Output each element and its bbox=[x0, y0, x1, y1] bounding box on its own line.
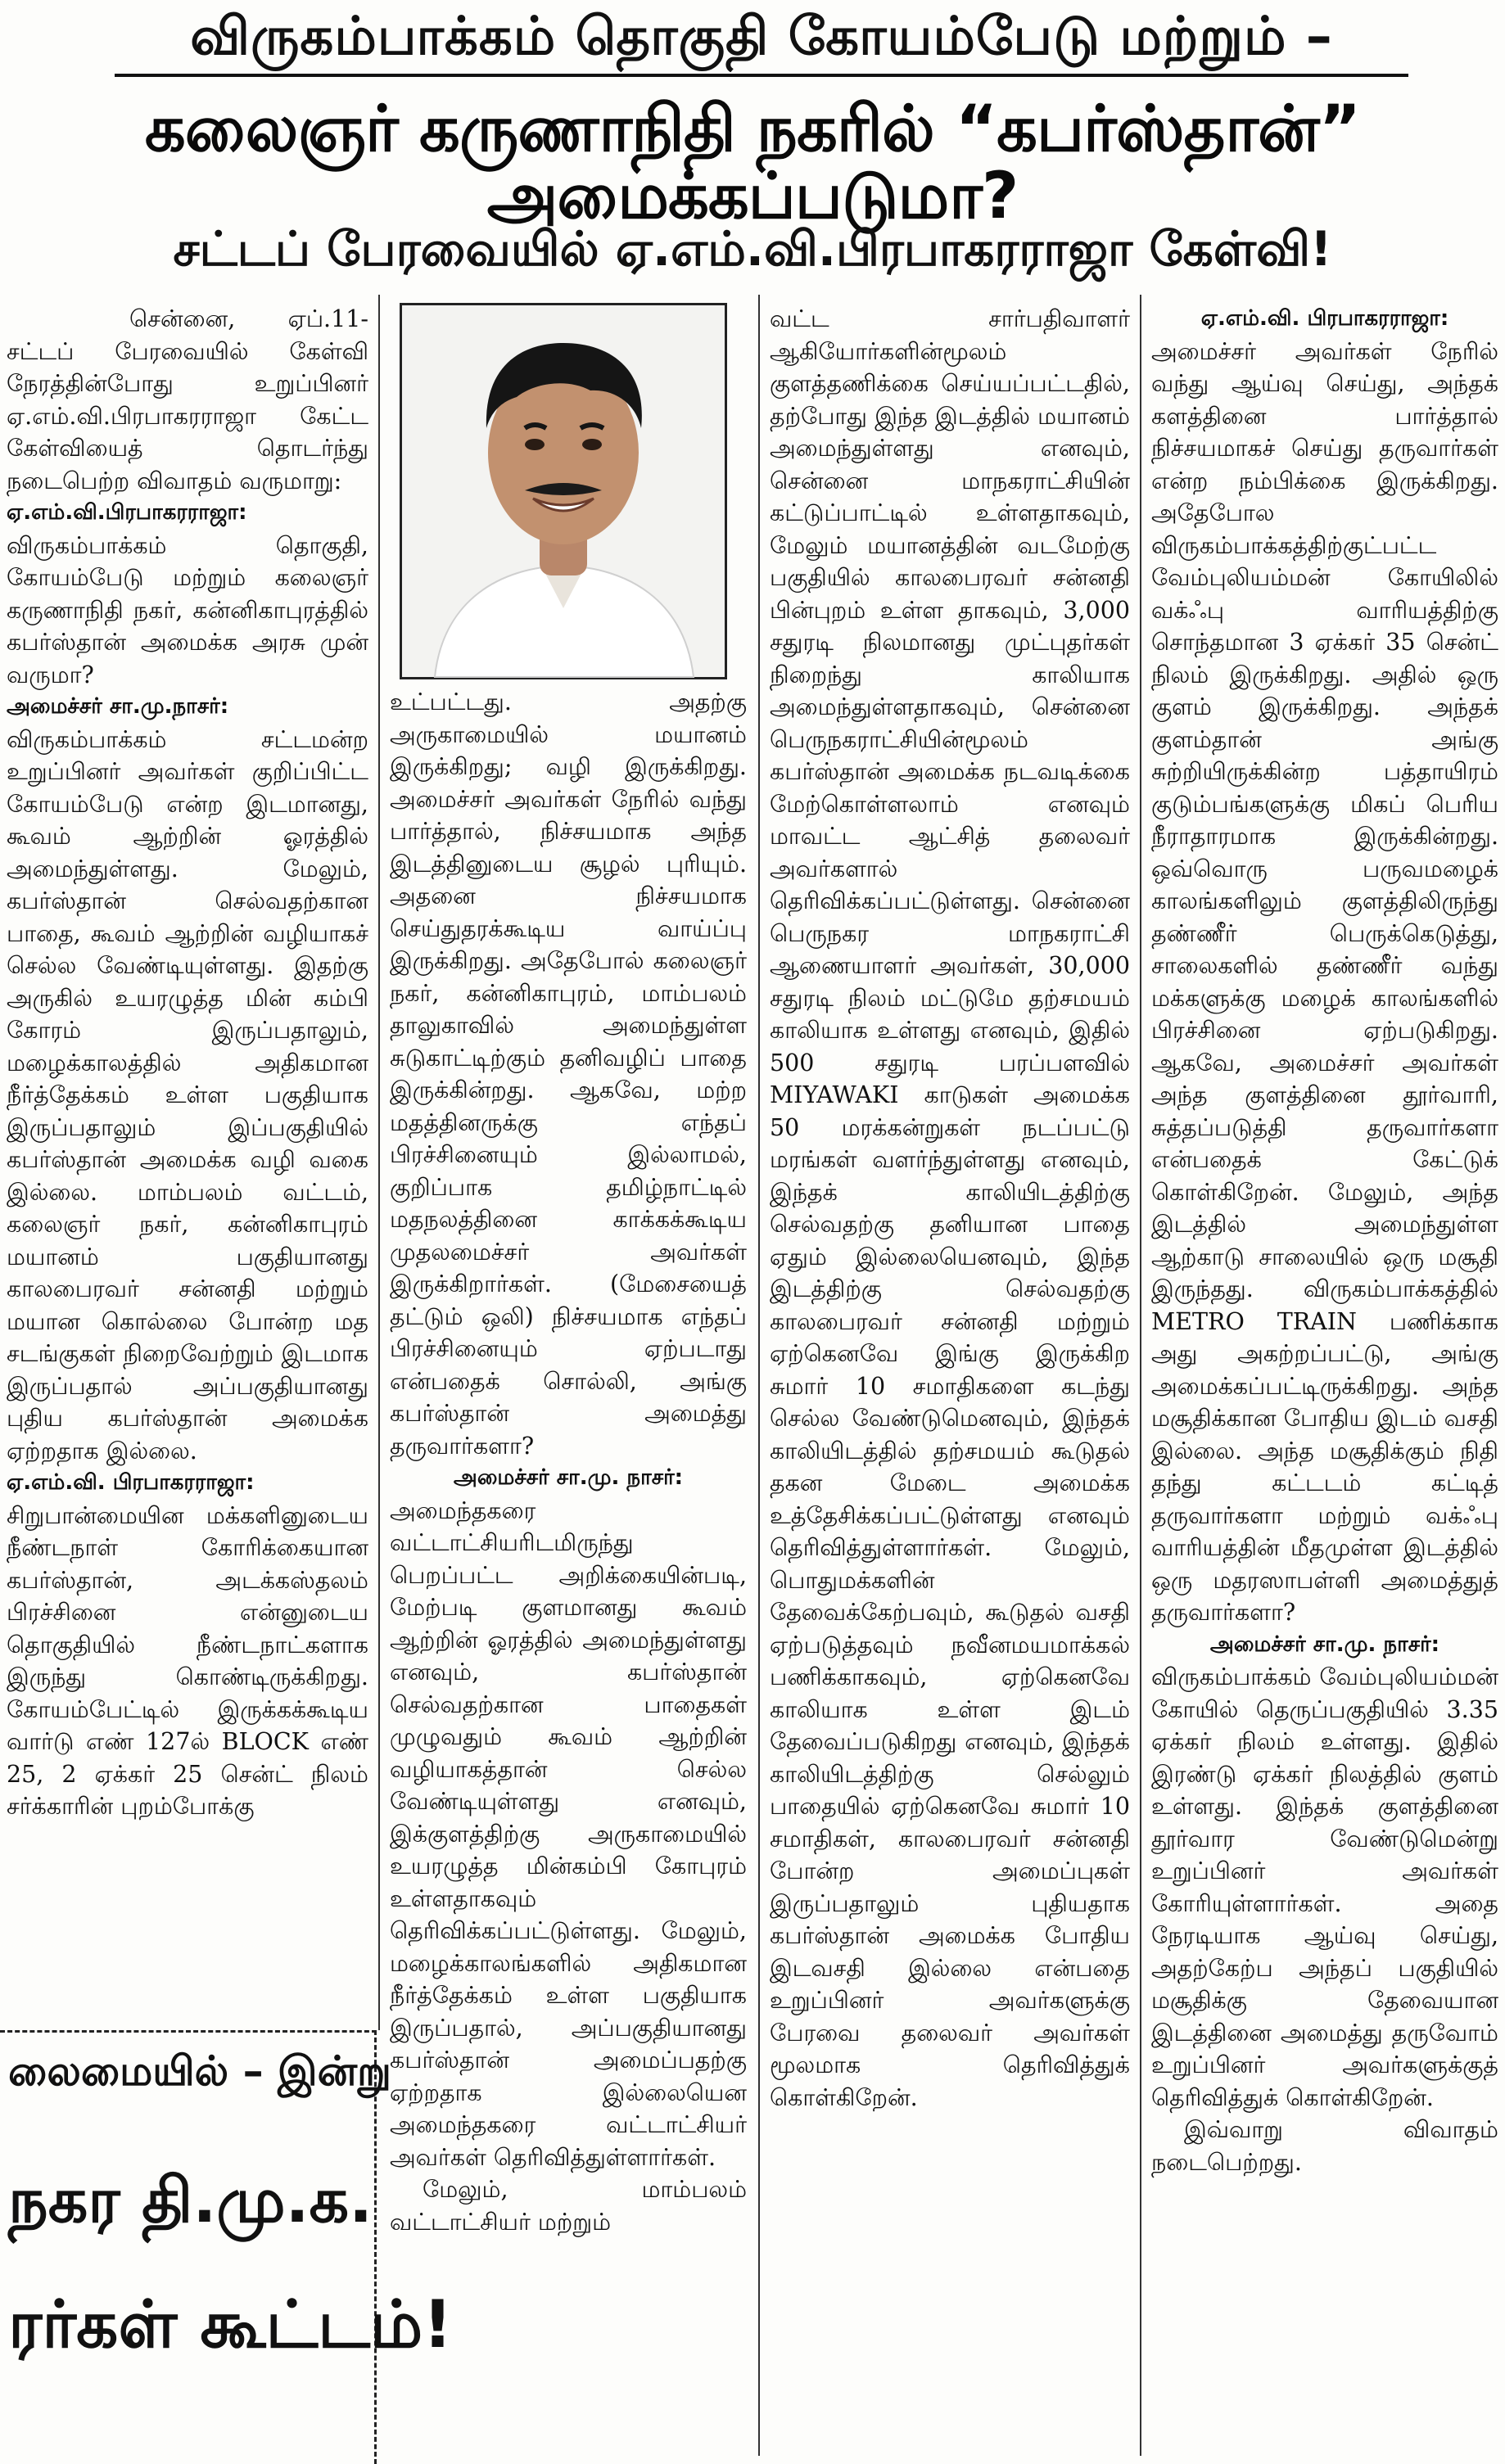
subheadline: சட்டப் பேரவையில் ஏ.எம்.வி.பிரபாகரராஜா கேள்வி! bbox=[173, 221, 1332, 277]
speaker-label: அமைச்சர் சா.மு.நாசர்: bbox=[7, 694, 229, 719]
article-column-3 bbox=[770, 303, 1130, 2114]
speaker-label: ஏ.எம்.வி.பிரபாகரராஜா: bbox=[7, 500, 247, 525]
paragraph: விருகம்பாக்கம் சட்டமன்ற உறுப்பினர் அவர்கள் குறிப்பிட்ட கோயம்பேடு என்ற இடமானது, கூவம் ஆற்றின் ஓரத்தில் அமைந்துள்ளது. மேலும், கபர்ஸ்தான் செல்வதற்கான பாதை, கூவம் ஆற்றின் வழியாகச் செல்ல வேண்டியுள்ளது. இதற்கு அருகில் உயரழுத்த மின் கம்பி கோரம் இருப்பதாலும், மழைக்காலத்தில் அதிகமான நீர்த்தேக்கம் உள்ள பகுதியாக இருப்பதாலும் இப்பகுதியில் கபர்ஸ்தான் அமைக்க வழி வகை இல்லை. மாம்பலம் வட்டம், கலைஞர் நகர், கன்னிகாபுரம் மயானம் பகுதியானது காலபைரவர் சன்னதி மற்றும் மயான கொல்லை போன்ற மத சடங்குகள் நிறைவேற்றும் இடமாக இருப்பதால் அப்பகுதியானது புதிய கபர்ஸ்தான் அமைக்க ஏற்றதாக இல்லை. bbox=[7, 725, 368, 1464]
ad-line-2: நகர தி.மு.க. bbox=[8, 2164, 373, 2236]
article-column-2 bbox=[390, 686, 747, 2238]
speaker-label: ஏ.எம்.வி. பிரபாகரராஜா: bbox=[1200, 306, 1449, 331]
column-divider bbox=[378, 295, 380, 2030]
dateline-paragraph: சென்னை, ஏப்.11- சட்டப் பேரவையில் கேள்வி நேரத்தின்போது உறுப்பினர் ஏ.எம்.வி.பிரபாகரராஜா கேட்ட கேள்வியைத் தொடர்ந்து நடைபெற்ற விவாதம் வருமாறு: bbox=[7, 305, 368, 494]
person-portrait-icon bbox=[402, 305, 725, 677]
article-column-1 bbox=[7, 303, 368, 1823]
ad-line-1: லைமையில் – இன்று bbox=[8, 2047, 391, 2095]
paragraph: வட்ட சார்பதிவாளர் ஆகியோர்களின்மூலம் குளத்தணிக்கை செய்யப்பட்டதில், தற்போது இந்த இடத்தில் மயானம் அமைந்துள்ளது எனவும், சென்னை மாநகராட்சியின் கட்டுப்பாட்டில் உள்ளதாகவும், மேலும் மயானத்தின் வடமேற்கு பகுதியில் காலபைரவர் சன்னதி பின்புறம் உள்ள தாகவும், 3,000 சதுரடி நிலமானது முட்புதர்கள் நிறைந்து காலியாக அமைந்துள்ளதாகவும், சென்னை பெருநகராட்சியின்மூலம் கபர்ஸ்தான் அமைக்க நடவடிக்கை மேற்கொள்ளலாம் எனவும் மாவட்ட ஆட்சித் தலைவர் அவர்களால் தெரிவிக்கப்பட்டுள்ளது. சென்னை பெருநகர மாநகராட்சி ஆணையாளர் அவர்கள், 30,000 சதுரடி நிலம் மட்டுமே தற்சமயம் காலியாக உள்ளது எனவும், இதில் 500 சதுரடி பரப்பளவில் MIYAWAKI காடுகள் அமைக்க 50 மரக்கன்றுகள் நடப்பட்டு மரங்கள் வளர்ந்துள்ளது எனவும், இந்தக் காலியிடத்திற்கு செல்வதற்கு தனியான பாதை ஏதும் இல்லையெனவும், இந்த இடத்திற்கு செல்வதற்கு காலபைரவர் சன்னதி மற்றும் ஏற்கெனவே இங்கு இருக்கிற சுமார் 10 சமாதிகளை கடந்து செல்ல வேண்டுமெனவும், இந்தக் காலியிடத்தில் தற்சமயம் கூடுதல் தகன மேடை அமைக்க உத்தேசிக்கப்பட்டுள்ளது எனவும் தெரிவித்துள்ளார்கள். மேலும், பொதுமக்களின் தேவைக்கேற்பவும், கூடுதல் வசதி ஏற்படுத்தவும் நவீனமயமாக்கல் பணிக்காகவும், ஏற்கெனவே காலியாக உள்ள இடம் தேவைப்படுகிறது எனவும், இந்தக் காலியிடத்திற்கு செல்லும் பாதையில் ஏற்கெனவே சுமார் 10 சமாதிகள், காலபைரவர் சன்னதி போன்ற அமைப்புகள் இருப்பதாலும் புதியதாக கபர்ஸ்தான் அமைக்க போதிய இடவசதி இல்லை என்பதை உறுப்பினர் அவர்களுக்கு பேரவை தலைவர் அவர்கள் மூலமாக தெரிவித்துக் கொள்கிறேன். bbox=[770, 305, 1130, 2111]
paragraph: அமைந்தகரை வட்டாட்சியரிடமிருந்து பெறப்பட்ட அறிக்கையின்படி, மேற்படி குளமானது கூவம் ஆற்றின் ஓரத்தில் அமைந்துள்ளது எனவும், கபர்ஸ்தான் செல்வதற்கான பாதைகள் முழுவதும் கூவம் ஆற்றின் வழியாகத்தான் செல்ல வேண்டியுள்ளது எனவும், இக்குளத்திற்கு அருகாமையில் உயரழுத்த மின்கம்பி கோபுரம் உள்ளதாகவும் தெரிவிக்கப்பட்டுள்ளது. மேலும், மழைக்காலங்களில் அதிகமான நீர்த்தேக்கம் உள்ள பகுதியாக இருப்பதால், அப்பகுதியானது கபர்ஸ்தான் அமைப்பதற்கு ஏற்றதாக இல்லையென அமைந்தகரை வட்டாட்சியர் அவர்கள் தெரிவித்துள்ளார்கள். bbox=[390, 1496, 747, 2171]
paragraph: விருகம்பாக்கம் வேம்புலியம்மன் கோயில் தெருப்பகுதியில் 3.35 ஏக்கர் நிலம் உள்ளது. இதில் இரண்டு ஏக்கர் நிலத்தில் குளம் உள்ளது. இந்தக் குளத்தினை தூர்வார வேண்டுமென்று உறுப்பினர் அவர்கள் கோரியுள்ளார்கள். அதை நேரடியாக ஆய்வு செய்து, அதற்கேற்ப அந்தப் பகுதியில் மசூதிக்கு தேவையான இடத்தினை அமைத்து தருவோம் உறுப்பினர் அவர்களுக்குத் தெரிவித்துக் கொள்கிறேன். bbox=[1151, 1663, 1498, 2111]
ad-line-3: ரர்கள் கூட்டம்! bbox=[8, 2286, 453, 2362]
paragraph: அமைச்சர் அவர்கள் நேரில் வந்து ஆய்வு செய்து, அந்தக் களத்தினை பார்த்தால் நிச்சயமாகச் செய்து தருவார்கள் என்ற நம்பிக்கை இருக்கிறது. அதேபோல விருகம்பாக்கத்திற்குட்பட்ட வேம்புலியம்மன் கோயிலில் வக்ஃபு வாரியத்திற்கு சொந்தமான 3 ஏக்கர் 35 சென்ட் நிலம் இருக்கிறது. அதில் ஒரு குளம் இருக்கிறது. அந்தக் குளம்தான் அங்கு சுற்றியிருக்கின்ற பத்தாயிரம் குடும்பங்களுக்கு மிகப் பெரிய நீராதாரமாக இருக்கின்றது. ஒவ்வொரு பருவமழைக் காலங்களிலும் குளத்திலிருந்து தண்ணீர் பெருக்கெடுத்து, சாலைகளில் தண்ணீர் வந்து மக்களுக்கு மழைக் காலங்களில் பிரச்சினை ஏற்படுகிறது. ஆகவே, அமைச்சர் அவர்கள் அந்த குளத்தினை தூர்வாரி, சுத்தப்படுத்தி தருவார்களா என்பதைக் கேட்டுக் கொள்கிறேன். மேலும், அந்த இடத்தில் அமைந்துள்ள ஆற்காடு சாலையில் ஒரு மசூதி இருந்தது. விருகம்பாக்கத்தில் METRO TRAIN பணிக்காக அது அகற்றப்பட்டு, அங்கு அமைக்கப்பட்டிருக்கிறது. அந்த மசூதிக்கான போதிய இடம் வசதி இல்லை. அந்த மசூதிக்கும் நிதி தந்து கட்டடம் கட்டித் தருவார்களா மற்றும் வக்ஃபு வாரியத்தின் மீதமுள்ள இடத்தில் ஒரு மதரஸாபள்ளி அமைத்துத் தருவார்களா? bbox=[1151, 337, 1498, 1626]
speaker-label: அமைச்சர் சா.மு. நாசர்: bbox=[453, 1465, 684, 1490]
closing-paragraph: இவ்வாறு விவாதம் நடைபெற்றது. bbox=[1151, 2116, 1498, 2176]
paragraph: சிறுபான்மையின மக்களினுடைய நீண்டநாள் கோரிக்கையான கபர்ஸ்தான், அடக்கஸ்தலம் பிரச்சினை என்னுடைய தொகுதியில் நீண்டநாட்களாக இருந்து கொண்டிருக்கிறது. கோயம்பேட்டில் இருக்கக்கூடிய வார்டு எண் 127ல் BLOCK எண் 25, 2 ஏக்கர் 25 சென்ட் நிலம் சர்க்காரின் புறம்போக்கு bbox=[7, 1501, 368, 1820]
portrait-photo bbox=[400, 303, 727, 679]
speaker-label: அமைச்சர் சா.மு. நாசர்: bbox=[1209, 1631, 1440, 1657]
article-column-4 bbox=[1151, 303, 1498, 2178]
kicker-line: விருகம்பாக்கம் தொகுதி கோயம்பேடு மற்றும் – bbox=[190, 7, 1333, 67]
column-divider bbox=[758, 295, 760, 2456]
speaker-label: ஏ.எம்.வி. பிரபாகரராஜா: bbox=[7, 1470, 255, 1495]
kicker-underline bbox=[115, 74, 1408, 77]
column-divider bbox=[1140, 295, 1141, 2456]
advertisement-box bbox=[0, 2030, 453, 2464]
paragraph: மேலும், மாம்பலம் வட்டாட்சியர் மற்றும் bbox=[390, 2176, 747, 2236]
paragraph: விருகம்பாக்கம் தொகுதி, கோயம்பேடு மற்றும் கலைஞர் கருணாநிதி நகர், கன்னிகாபுரத்தில் கபர்ஸ்தான் அமைக்க அரசு முன் வருமா? bbox=[7, 531, 368, 688]
paragraph: உட்பட்டது. அதற்கு அருகாமையில் மயானம் இருக்கிறது; வழி இருக்கிறது. அமைச்சர் அவர்கள் நேரில் வந்து பார்த்தால், நிச்சயமாக அந்த இடத்தினுடைய சூழல் புரியும். அதனை நிச்சயமாக செய்துதரக்கூடிய வாய்ப்பு இருக்கிறது. அதேபோல் கலைஞர் நகர், கன்னிகாபுரம், மாம்பலம் தாலுகாவில் அமைந்துள்ள சுடுகாட்டிற்கும் தனிவழிப் பாதை இருக்கின்றது. ஆகவே, மற்ற மதத்தினருக்கு எந்தப் பிரச்சினையும் இல்லாமல், குறிப்பாக தமிழ்நாட்டில் மதநலத்தினை காக்கக்கூடிய முதலமைச்சர் அவர்கள் இருக்கிறார்கள். (மேசையைத் தட்டும் ஒலி) நிச்சயமாக எந்தப் பிரச்சினையும் ஏற்படாது என்பதைக் சொல்லி, அங்கு கபர்ஸ்தான் அமைத்து தருவார்களா? bbox=[390, 688, 747, 1460]
headline: கலைஞர் கருணாநிதி நகரில் “கபர்ஸ்தான்” அமைக்கப்படுமா? bbox=[144, 93, 1361, 233]
